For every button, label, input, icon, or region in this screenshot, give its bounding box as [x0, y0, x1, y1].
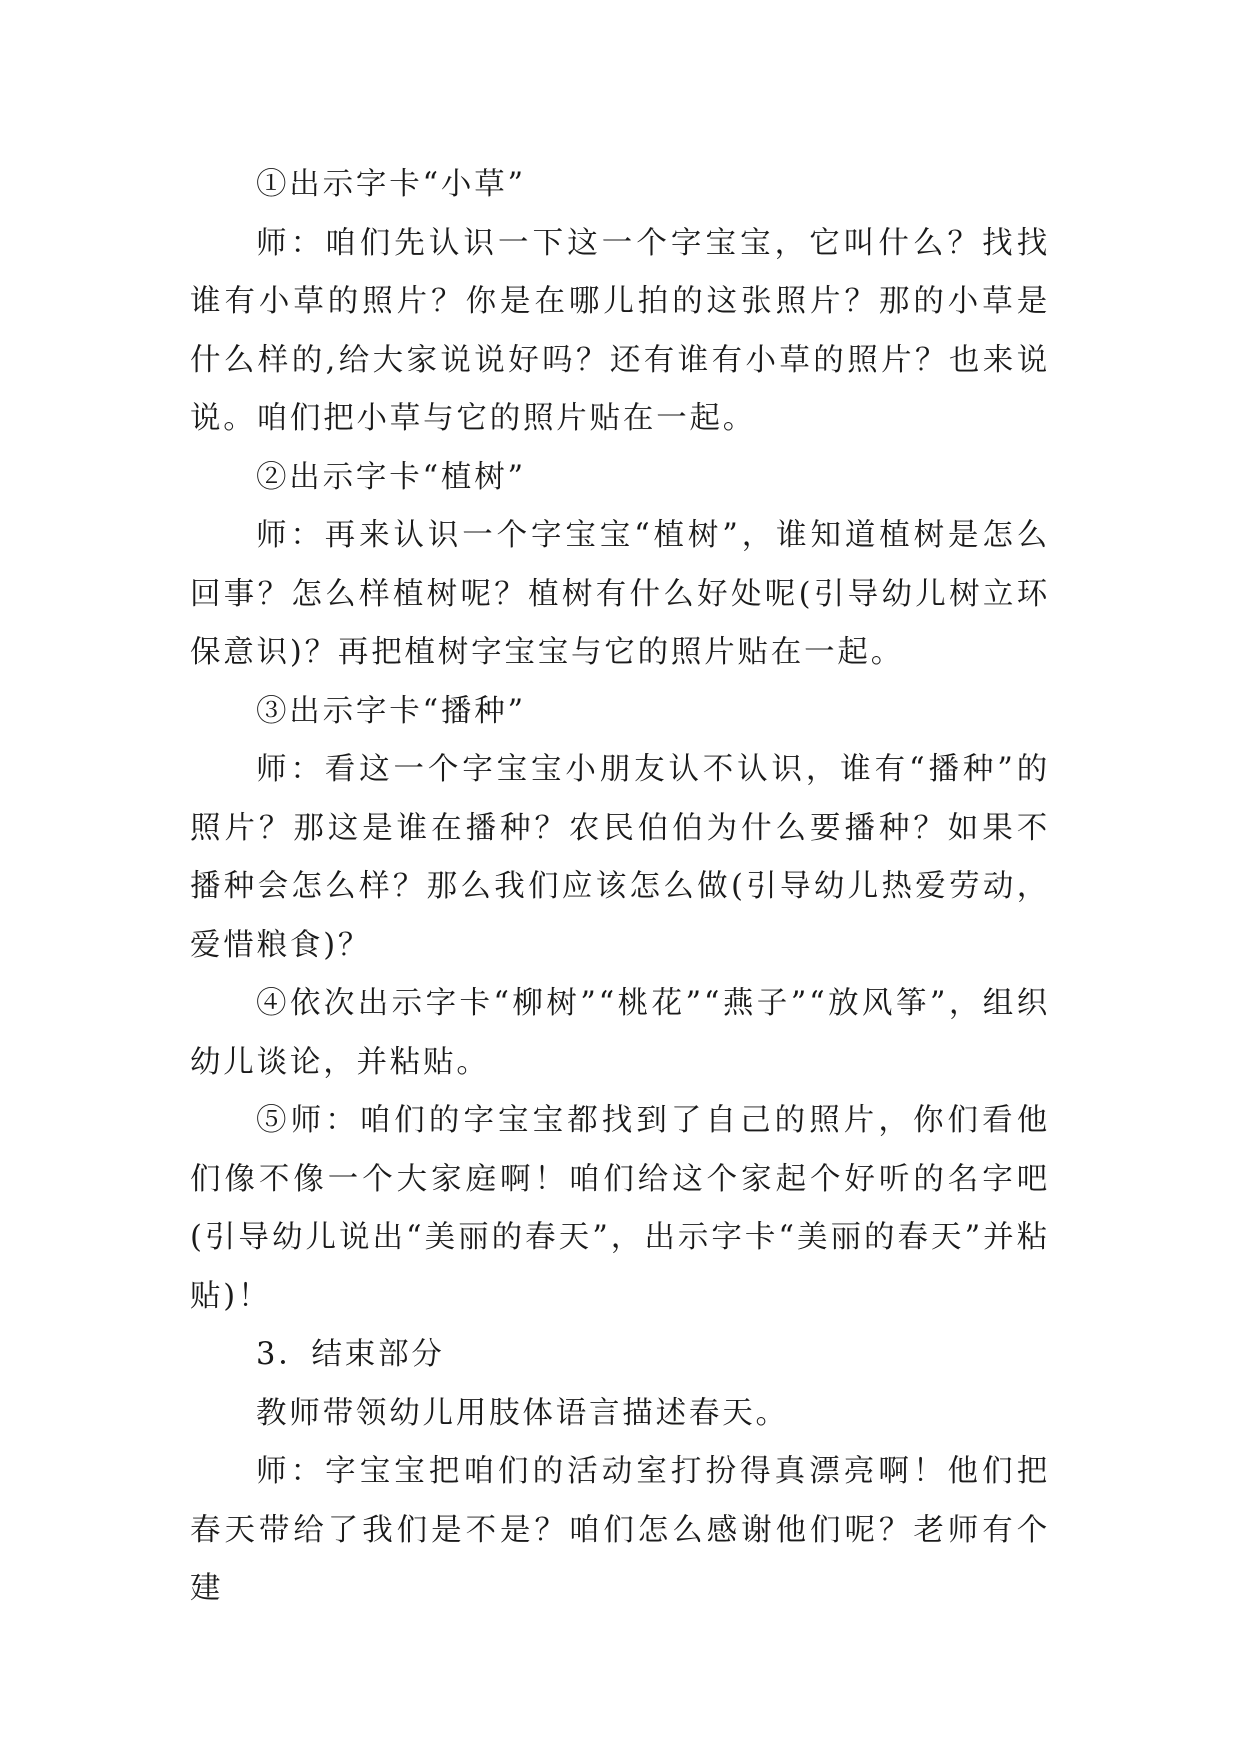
paragraph-teacher-xiaocao: 师：咱们先认识一下这一个字宝宝，它叫什么？找找谁有小草的照片？你是在哪儿拍的这张照片？那的小草是什么样的,给大家说说好吗？还有谁有小草的照片？也来说说。咱们把小草与它的照片贴在一起。: [190, 225, 1050, 436]
section-heading-ending: 3．结束部分: [256, 1337, 445, 1372]
paragraph-teacher-zhishu: 师：再来认识一个字宝宝“植树”，谁知道植树是怎么回事？怎么样植树呢？植树有什么好处呢(引导幼儿树立环保意识)？再把植树字宝宝与它的照片贴在一起。: [190, 518, 1050, 670]
paragraph-teacher-bozhong: 师：看这一个字宝宝小朋友认不认识，谁有“播种”的照片？那这是谁在播种？农民伯伯为什么要播种？如果不播种会怎么样？那么我们应该怎么做(引导幼儿热爱劳动，爱惜粮食)？: [190, 752, 1050, 963]
paragraph-card-bozhong: ③出示字卡“播种”: [256, 693, 526, 729]
paragraph-teacher-ending: 师：字宝宝把咱们的活动室打扮得真漂亮啊！他们把春天带给了我们是不是？咱们怎么感谢他们呢？老师有个建: [190, 1454, 1050, 1606]
paragraph-card-zhishu: ②出示字卡“植树”: [256, 459, 526, 495]
paragraph-card-xiaocao: ①出示字卡“小草”: [256, 167, 526, 202]
paragraph-ending-intro: 教师带领幼儿用肢体语言描述春天。: [256, 1395, 789, 1431]
document-page: [190, 156, 1050, 1619]
paragraph-teacher-family: ⑤师：咱们的字宝宝都找到了自己的照片，你们看他们像不像一个大家庭啊！咱们给这个家起个好听的名字吧(引导幼儿说出“美丽的春天”，出示字卡“美丽的春天”并粘贴)！: [190, 1103, 1050, 1314]
paragraph-cards-sequence: ④依次出示字卡“柳树”“桃花”“燕子”“放风筝”，组织幼儿谈论，并粘贴。: [190, 986, 1050, 1080]
